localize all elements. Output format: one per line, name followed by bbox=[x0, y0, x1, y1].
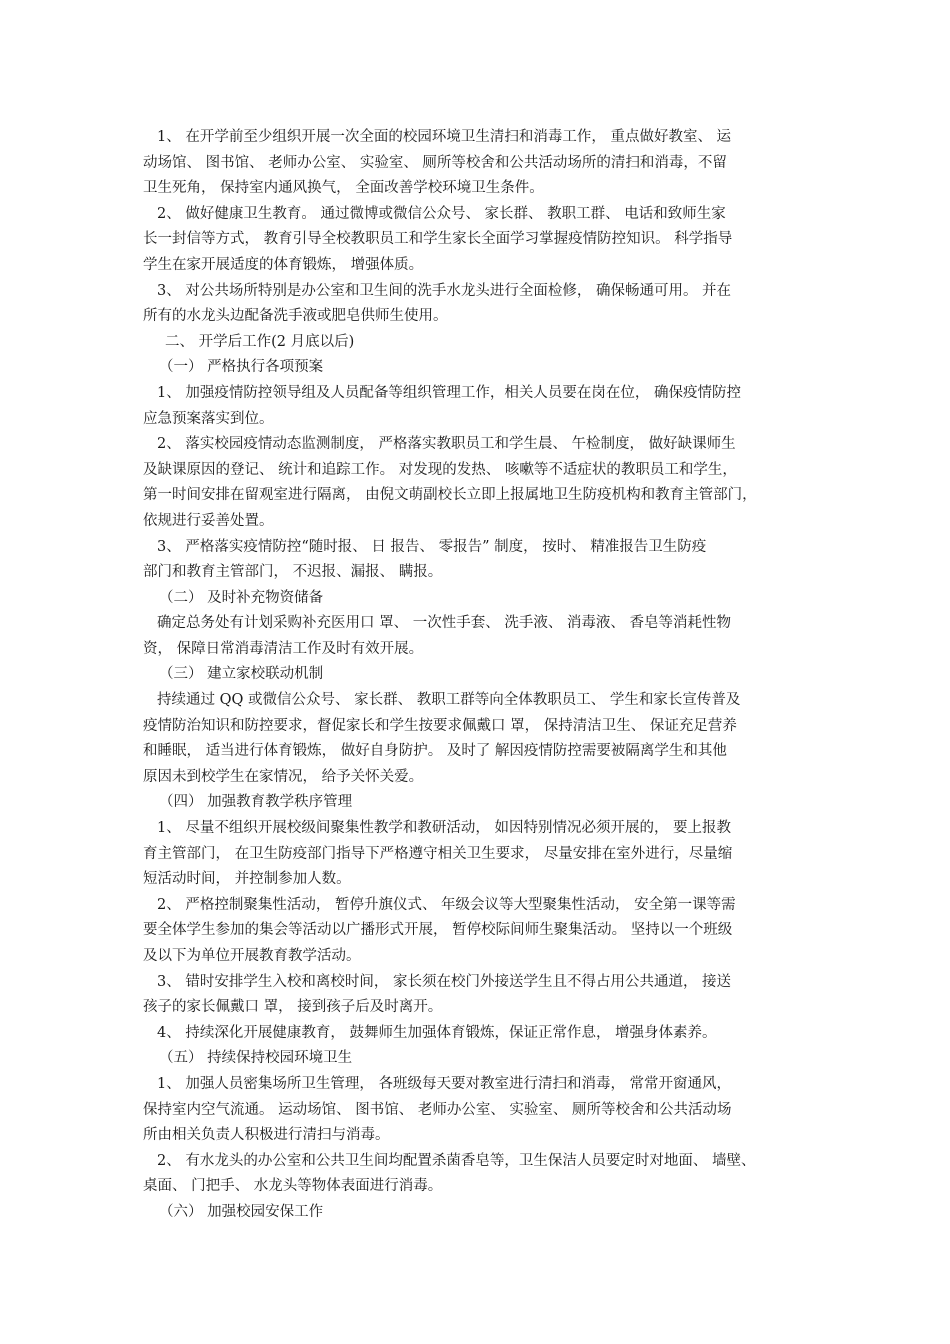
text-line: （二） 及时补充物资储备 bbox=[159, 589, 324, 606]
text-line: 依规进行妥善处置。 bbox=[143, 512, 274, 529]
text-line: 资， 保障日常消毒清洁工作及时有效开展。 bbox=[143, 640, 424, 657]
text-line: 卫生死角， 保持室内通风换气， 全面改善学校环境卫生条件。 bbox=[143, 180, 544, 197]
text-line: 及缺课原因的登记、 统计和追踪工作。 对发现的发热、 咳嗽等不适症状的教职员工和学生， bbox=[143, 461, 737, 478]
paragraph-p11 bbox=[143, 970, 815, 1021]
text-line: 原因未到校学生在家情况， 给予关怀关爱。 bbox=[143, 768, 424, 785]
text-line: 2、 有水龙头的办公室和公共卫生间均配置杀菌香皂等，卫生保洁人员要定时对地面、 墙壁、 bbox=[157, 1152, 756, 1169]
section-heading-h2-1 bbox=[143, 355, 815, 381]
text-line: 孩子的家长佩戴口 罩， 接到孩子后及时离开。 bbox=[143, 999, 443, 1016]
text-line: 应急预案落实到位。 bbox=[143, 410, 274, 427]
text-line: 1、 加强疫情防控领导组及人员配备等组织管理工作，相关人员要在岗在位， 确保疫情防控 bbox=[157, 384, 741, 401]
text-line: （四） 加强教育教学秩序管理 bbox=[159, 794, 353, 811]
paragraph-p14 bbox=[143, 1149, 815, 1200]
section-heading-h2-2 bbox=[143, 586, 815, 612]
text-line: 所由相关负责人积极进行清扫与消毒。 bbox=[143, 1127, 390, 1144]
text-line: 第一时间安排在留观室进行隔离， 由倪文萌副校长立即上报属地卫生防疫机构和教育主管部门， bbox=[143, 487, 757, 504]
section-heading-h2-4 bbox=[143, 790, 815, 816]
text-line: 疫情防治知识和防控要求，督促家长和学生按要求佩戴口 罩， 保持清洁卫生、 保证充足营养 bbox=[143, 717, 737, 734]
text-line: 长一封信等方式， 教育引导全校教职员工和学生家长全面学习掌握疫情防控知识。 科学指导 bbox=[143, 231, 733, 248]
section-heading-h2-5 bbox=[143, 1046, 815, 1072]
section-heading-h2-6 bbox=[143, 1200, 815, 1226]
paragraph-p1 bbox=[143, 125, 815, 202]
paragraph-p7 bbox=[143, 611, 815, 662]
text-line: 学生在家开展适度的体育锻炼， 增强体质。 bbox=[143, 256, 424, 273]
text-line: 二、 开学后工作(2 月底以后) bbox=[165, 333, 355, 350]
text-line: 部门和教育主管部门， 不迟报、漏报、 瞒报。 bbox=[143, 564, 443, 581]
text-line: 3、 对公共场所特别是办公室和卫生间的洗手水龙头进行全面检修， 确保畅通可用。 并在 bbox=[157, 282, 732, 299]
paragraph-p4 bbox=[143, 381, 815, 432]
paragraph-p3 bbox=[143, 279, 815, 330]
text-line: 2、 严格控制聚集性活动， 暂停升旗仪式、 年级会议等大型聚集性活动， 安全第一课等需 bbox=[157, 896, 736, 913]
text-line: （三） 建立家校联动机制 bbox=[159, 666, 324, 683]
text-line: 所有的水龙头边配备洗手液或肥皂供师生使用。 bbox=[143, 308, 448, 325]
text-line: 要全体学生参加的集会等活动以广播形式开展， 暂停校际间师生聚集活动。 坚持以一个班级 bbox=[143, 922, 733, 939]
text-line: 桌面、 门把手、 水龙头等物体表面进行消毒。 bbox=[143, 1178, 443, 1195]
text-line: 3、 错时安排学生入校和离校时间， 家长须在校门外接送学生且不得占用公共通道， 接送 bbox=[157, 973, 732, 990]
text-line: 动场馆、 图书馆、 老师办公室、 实验室、 厕所等校舍和公共活动场所的清扫和消毒，不留 bbox=[143, 154, 727, 171]
section-heading-h2-3 bbox=[143, 662, 815, 688]
text-line: 保持室内空气流通。 运动场馆、 图书馆、 老师办公室、 实验室、 厕所等校舍和公共活动场 bbox=[143, 1101, 732, 1118]
paragraph-p9 bbox=[143, 816, 815, 893]
section-heading-h2 bbox=[143, 330, 815, 356]
text-line: （一） 严格执行各项预案 bbox=[159, 359, 324, 376]
text-line: 和睡眠， 适当进行体育锻炼， 做好自身防护。 及时了 解因疫情防控需要被隔离学生和其他 bbox=[143, 743, 727, 760]
text-line: 确定总务处有计划采购补充医用口 罩、 一次性手套、 洗手液、 消毒液、 香皂等消耗性物 bbox=[157, 615, 732, 632]
paragraph-p13 bbox=[143, 1072, 815, 1149]
document-page bbox=[143, 125, 815, 1226]
paragraph-p10 bbox=[143, 893, 815, 970]
text-line: 1、 加强人员密集场所卫生管理， 各班级每天要对教室进行清扫和消毒， 常常开窗通风， bbox=[157, 1075, 732, 1092]
text-line: 短活动时间， 并控制参加人数。 bbox=[143, 871, 351, 888]
paragraph-p2 bbox=[143, 202, 815, 279]
text-line: 育主管部门， 在卫生防疫部门指导下严格遵守相关卫生要求， 尽量安排在室外进行，尽量缩 bbox=[143, 845, 733, 862]
paragraph-p8 bbox=[143, 688, 815, 790]
paragraph-p5 bbox=[143, 432, 815, 534]
paragraph-p12 bbox=[143, 1021, 815, 1047]
text-line: （六） 加强校园安保工作 bbox=[159, 1203, 324, 1220]
text-line: 及以下为单位开展教育教学活动。 bbox=[143, 948, 361, 964]
paragraph-p6 bbox=[143, 535, 815, 586]
text-line: 2、 落实校园疫情动态监测制度， 严格落实教职员工和学生晨、 午检制度， 做好缺课师生 bbox=[157, 436, 736, 453]
text-line: 1、 尽量不组织开展校级间聚集性教学和教研活动， 如因特别情况必须开展的， 要上报教 bbox=[157, 820, 732, 837]
text-line: （五） 持续保持校园环境卫生 bbox=[159, 1050, 353, 1067]
text-line: 3、 严格落实疫情防控“随时报、 日 报告、 零报告” 制度， 按时、 精准报告卫生防疫 bbox=[157, 538, 707, 555]
text-line: 持续通过 QQ 或微信公众号、 家长群、 教职工群等向全体教职员工、 学生和家长宣传普及 bbox=[157, 692, 741, 709]
text-line: 2、 做好健康卫生教育。 通过微博或微信公众号、 家长群、 教职工群、 电话和致师生家 bbox=[157, 205, 726, 222]
text-line: 1、 在开学前至少组织开展一次全面的校园环境卫生清扫和消毒工作， 重点做好教室、 运 bbox=[157, 129, 732, 145]
text-line: 4、 持续深化开展健康教育， 鼓舞师生加强体育锻炼，保证正常作息， 增强身体素养。 bbox=[157, 1024, 717, 1041]
